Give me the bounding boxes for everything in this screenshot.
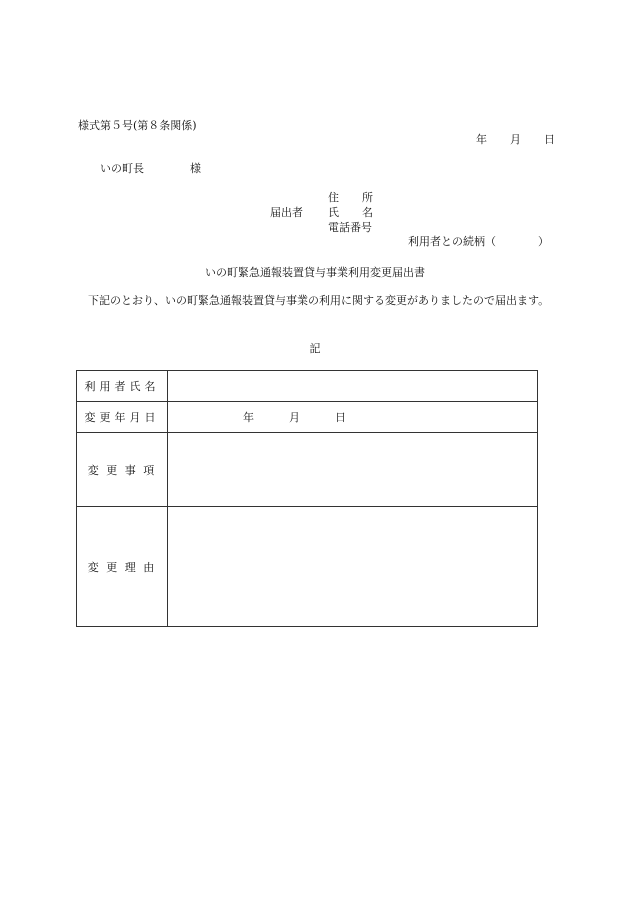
date-month-label: 月: [510, 133, 521, 146]
document-title: いの町緊急通報装置貸与事業利用変更届出書: [205, 266, 425, 279]
table-row: [77, 402, 538, 433]
table-row: [77, 433, 538, 507]
relation-label: 利用者との続柄（: [408, 235, 496, 248]
ki-label: 記: [309, 342, 321, 355]
document-body: 下記のとおり、いの町緊急通報装置貸与事業の利用に関する変更がありましたので届出ます。: [88, 294, 550, 307]
applicant-label: 届出者: [270, 206, 303, 219]
form-table: [76, 370, 538, 627]
table-row: [77, 507, 538, 627]
change-date-day: 日: [335, 411, 346, 424]
change-items-label: 変 更 事 項: [77, 433, 168, 507]
relation-close: ）: [538, 235, 549, 248]
name-label-2: 名: [362, 206, 373, 219]
phone-label: 電話番号: [328, 221, 372, 234]
address-label-2: 所: [362, 191, 373, 204]
user-name-field[interactable]: [168, 371, 538, 402]
change-date-label: 変更年月日: [77, 402, 168, 433]
date-day-label: 日: [544, 133, 555, 146]
date-year-label: 年: [476, 133, 487, 146]
change-items-field[interactable]: [168, 433, 538, 507]
addressee-honorific: 様: [190, 162, 201, 175]
user-name-label: 利用者氏名: [77, 371, 168, 402]
table-row: [77, 371, 538, 402]
change-date-field[interactable]: [168, 402, 538, 433]
change-date-month: 月: [289, 411, 300, 424]
change-date-year: 年: [243, 411, 254, 424]
name-label-1: 氏: [328, 206, 339, 219]
address-label-1: 住: [328, 191, 339, 204]
form-number: 様式第５号(第８条関係): [78, 119, 197, 132]
addressee-name: いの町長: [100, 162, 144, 175]
change-reason-field[interactable]: [168, 507, 538, 627]
change-reason-label: 変 更 理 由: [77, 507, 168, 627]
